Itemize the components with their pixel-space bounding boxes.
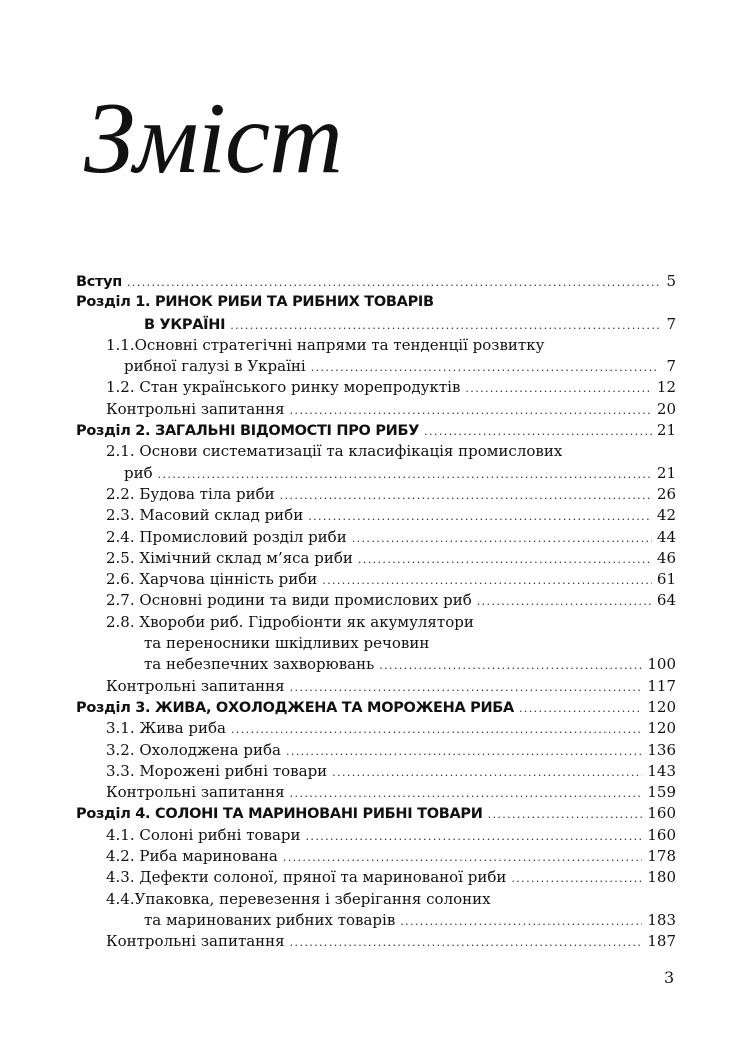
toc-entry	[76, 484, 676, 505]
toc-entry-title: рибної галузі в Україні	[124, 357, 306, 376]
toc-entry-page: 180	[647, 868, 676, 887]
toc-entry-title: Контрольні запитання	[106, 399, 285, 418]
toc-leader-dots	[308, 506, 652, 527]
toc-entry	[76, 420, 676, 441]
toc-entry-title: Розділ 1. РИНОК РИБИ ТА РИБНИХ ТОВАРІВ	[76, 294, 434, 311]
toc-entry-page: 100	[647, 655, 676, 674]
toc-entry-page: 7	[666, 314, 676, 333]
toc-entry-title: 3.1. Жива риба	[106, 719, 226, 738]
toc-leader-dots	[400, 911, 642, 932]
toc-entry-title: 3.2. Охолоджена риба	[106, 740, 281, 759]
toc-entry-title: 2.6. Харчова цінність риби	[106, 570, 318, 589]
toc-entry	[76, 718, 676, 739]
toc-entry-title: 3.3. Морожені рибні товари	[106, 761, 328, 780]
toc-entry	[76, 697, 676, 718]
toc-entry-title: 4.1. Солоні рибні товари	[106, 825, 301, 844]
toc-entry-page: 7	[666, 357, 676, 376]
toc-leader-dots	[230, 315, 659, 336]
toc-leader-dots	[283, 847, 643, 868]
toc-entry	[76, 314, 676, 335]
toc-entry-title: 2.3. Масовий склад риби	[106, 506, 304, 525]
toc-entry-title: 4.2. Риба маринована	[106, 847, 278, 866]
toc-entry	[76, 548, 676, 569]
toc-entry-page: 61	[656, 570, 676, 589]
toc-leader-dots	[511, 868, 642, 889]
toc-leader-dots	[306, 826, 643, 847]
toc-leader-dots	[352, 528, 652, 549]
toc-leader-dots	[488, 804, 643, 825]
toc-leader-dots	[332, 762, 642, 783]
toc-entry	[76, 803, 676, 824]
toc-entry	[76, 931, 676, 952]
toc-entry-title: 4.3. Дефекти солоної, пряної та маринованої риби	[106, 868, 507, 887]
toc-entry-title: 1.2. Стан українського ринку морепродуктів	[106, 378, 461, 397]
toc-entry-title: Контрольні запитання	[106, 783, 285, 802]
toc-entry	[76, 825, 676, 846]
toc-entry	[76, 292, 676, 313]
toc-entry-title: риб	[124, 463, 153, 482]
toc-entry-page: 159	[647, 783, 676, 802]
toc-entry-page: 21	[656, 463, 676, 482]
toc-leader-dots	[290, 677, 643, 698]
toc-leader-dots	[280, 485, 652, 506]
toc-leader-dots	[477, 591, 652, 612]
toc-entry	[76, 867, 676, 888]
toc-leader-dots	[290, 400, 652, 421]
toc-entry-page: 136	[647, 740, 676, 759]
toc-entry-title: 2.7. Основні родини та види промислових риб	[106, 591, 472, 610]
page-title: Зміст	[84, 82, 342, 195]
toc-entry-page: 5	[666, 272, 676, 290]
toc-leader-dots	[311, 357, 659, 378]
toc-entry-title: 2.1. Основи систематизації та класифікація промислових	[106, 442, 563, 461]
toc-entry	[76, 356, 676, 377]
toc-entry	[76, 441, 676, 462]
toc-entry-title: Розділ 2. ЗАГАЛЬНІ ВІДОМОСТІ ПРО РИБУ	[76, 423, 420, 440]
toc-entry-title: 1.1.Основні стратегічні напрями та тенденції розвитку	[106, 335, 545, 354]
toc-entry	[76, 846, 676, 867]
toc-entry-page: 12	[656, 378, 676, 397]
toc-entry-title: Вступ	[76, 274, 123, 290]
toc-entry-title: та маринованих рибних товарів	[144, 910, 396, 929]
toc-entry-title: 2.2. Будова тіла риби	[106, 484, 275, 503]
toc-leader-dots	[127, 272, 659, 293]
toc-entry	[76, 910, 676, 931]
toc-entry-page: 183	[647, 910, 676, 929]
toc-entry	[76, 889, 676, 910]
toc-leader-dots	[322, 570, 652, 591]
toc-entry-page: 117	[647, 676, 676, 695]
toc-entry	[76, 740, 676, 761]
toc-entry-title: 2.4. Промисловий розділ риби	[106, 527, 347, 546]
toc-leader-dots	[465, 378, 652, 399]
toc-entry	[76, 782, 676, 803]
toc-leader-dots	[158, 464, 652, 485]
toc-entry	[76, 569, 676, 590]
toc-entry-title: 4.4.Упаковка, перевезення і зберігання солоних	[106, 889, 491, 908]
toc-leader-dots	[286, 741, 642, 762]
page-number: 3	[664, 968, 675, 987]
toc-entry-page: 143	[647, 761, 676, 780]
toc-entry	[76, 633, 676, 654]
toc-entry-page: 21	[656, 421, 676, 440]
toc-entry-page: 178	[647, 847, 676, 866]
toc-entry-page: 20	[656, 399, 676, 418]
toc-entry-title: 2.5. Хімічний склад м’яса риби	[106, 548, 353, 567]
toc-leader-dots	[519, 698, 642, 719]
toc-entry	[76, 676, 676, 697]
toc-leader-dots	[290, 932, 643, 953]
table-of-contents	[76, 271, 676, 953]
toc-entry-page: 46	[656, 548, 676, 567]
toc-entry-title: В УКРАЇНІ	[144, 316, 226, 333]
toc-entry	[76, 654, 676, 675]
toc-leader-dots	[358, 549, 652, 570]
toc-entry-title: Розділ 4. СОЛОНІ ТА МАРИНОВАНІ РИБНІ ТОВАРИ	[76, 806, 483, 823]
toc-entry-title: Розділ 3. ЖИВА, ОХОЛОДЖЕНА ТА МОРОЖЕНА РИБА	[76, 699, 514, 716]
toc-entry-title: та переносники шкідливих речовин	[144, 634, 430, 653]
toc-entry	[76, 761, 676, 782]
toc-entry-title: та небезпечних захворювань	[144, 655, 375, 674]
toc-entry	[76, 335, 676, 356]
toc-entry	[76, 505, 676, 526]
toc-entry-title: Контрольні запитання	[106, 676, 285, 695]
toc-entry-page: 120	[647, 719, 676, 738]
toc-entry-page: 26	[656, 484, 676, 503]
toc-entry	[76, 612, 676, 633]
toc-entry-page: 44	[656, 527, 676, 546]
toc-leader-dots	[231, 719, 642, 740]
toc-leader-dots	[424, 421, 652, 442]
toc-entry-page: 187	[647, 932, 676, 951]
toc-entry	[76, 377, 676, 398]
toc-entry	[76, 271, 676, 292]
toc-entry	[76, 399, 676, 420]
toc-entry	[76, 590, 676, 611]
toc-entry	[76, 527, 676, 548]
toc-entry-page: 160	[647, 825, 676, 844]
toc-entry-page: 42	[656, 506, 676, 525]
toc-entry-page: 160	[647, 804, 676, 823]
toc-entry-title: 2.8. Хвороби риб. Гідробіонти як акумулятори	[106, 612, 474, 631]
toc-leader-dots	[379, 655, 642, 676]
toc-entry-page: 120	[647, 697, 676, 716]
toc-entry-page: 64	[656, 591, 676, 610]
toc-entry	[76, 463, 676, 484]
toc-entry-title: Контрольні запитання	[106, 932, 285, 951]
toc-leader-dots	[290, 783, 643, 804]
